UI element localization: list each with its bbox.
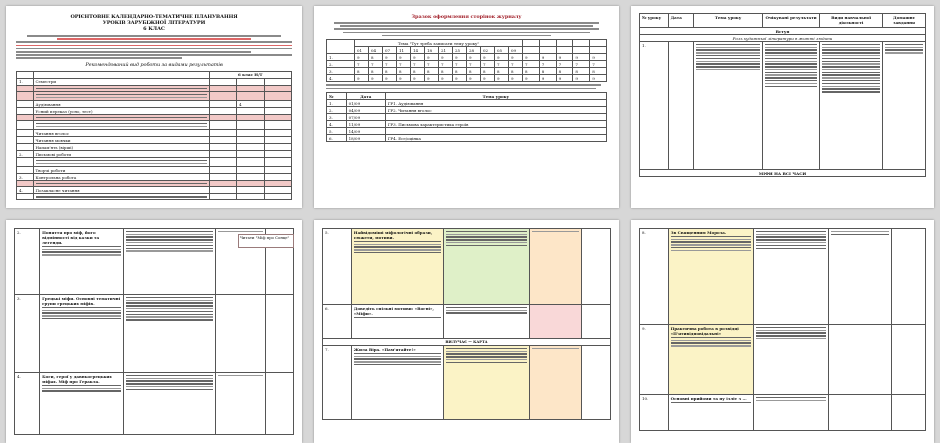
table-row: 9. Практична робота в розвідці «П'ятивідповідальні» [640,325,926,395]
document-page-1 [6,6,302,208]
plan-table [322,228,611,420]
table-row: 2. 04/09 ГР2. Читання вголос [327,107,607,114]
table-row: 1. 01/09 ГР1. Аудіювання [327,100,607,107]
section-title: Вступ [640,28,926,35]
note-text [326,84,607,89]
page-title-line-3: 6 КЛАС [143,26,165,32]
plan-table [14,228,294,435]
results-table [16,71,292,201]
table-row: Аудіювання 4 [17,101,292,108]
table-row: 2. Письмові роботи [17,151,292,158]
table-row: 10. Основні прийоми та пу ізліт з ... [640,395,926,431]
table-header: 6 клас Н/Т [209,71,292,78]
document-page-4 [6,220,302,443]
table-row: 3. 07/09 [327,114,607,121]
table-row: 6. Доведіть спільні мотиви: «Вогні», «Міфи». [323,305,611,339]
intro-text [326,22,607,36]
footer-section-title: МІФИ НА ВСІ ЧАСИ [640,170,926,177]
intro-text [16,35,292,59]
document-page-5 [314,220,619,443]
table-row: 6. 18/09 ГР4. Есе/оцінка [327,135,607,142]
table-row: Читання вголос [17,130,292,137]
table-row: 1. Семестри [17,78,292,85]
table-row: 8. Зв Священним Мороза. [640,229,926,325]
table-row [17,158,292,167]
table-row: 5. Найвідоміші міфологічні образи, сюжети, мотиви. [323,229,611,305]
table-row: 2. Поняття про міф, його відмінності від казки та легенди. [15,229,294,295]
table-row [17,194,292,200]
table-row: 3. Грецькі міфи. Основні тематичні групи грецьких міфів. [15,295,294,373]
table-row: Усний переказ (усно, тест) [17,108,292,115]
table-row: Читання мовчки [17,137,292,144]
table-row: 4. Позакласне читання [17,187,292,194]
table-row: 1. [640,42,926,170]
table-row: 5. 14/09 [327,128,607,135]
page-title: Зразок оформлення сторінок журналу [411,14,522,20]
page-title-line-2: УРОКІВ ЗАРУБІЖНОЇ ЛІТЕРАТУРИ [102,20,206,26]
table-row: 3. Контрольна робота [17,174,292,181]
plan-table: № уроку Дата Тема уроку Очікувані результати Види навчальної діяльності Домашнє завдання Вступ Роль художньої літератури в житті людини 1. МІФИ НА ВСІ ЧАСИ [639,13,926,177]
journal-table: Тема "Тут треба записати тему уроку" 01 04 07 11 14 18 21 25 28 02 05 09 1. 9 8 9 9 9 9 9 9 9 9 9 9 9 9 9 9 9 2. 7 7 7 7 7 7 7 7 7 7 7 7 7 7 7 7 7 3. 8 8 8 8 8 8 8 8 8 8 8 8 8 8 8 8 8 4. 9 9 9 9 9 9 9 9 9 9 9 9 9 9 9 9 9 [326,39,607,82]
subsection-title: Роль художньої літератури в житті людини [640,35,926,42]
page-title-line-1: ОРІЄНТОВНЕ КАЛЕНДАРНО-ТЕМАТИЧНЕ ПЛАНУВАННЯ [70,14,238,20]
margin-comment: Читати "Міф про Сонце" [238,234,294,248]
table-row: 4. Боги, герої у давньогрецьких міфах. Міф про Геракла. [15,373,294,435]
table-row: Творчі роботи [17,167,292,174]
table-row: Напам'ять (вірші) [17,144,292,151]
subtitle: Рекомендований вид роботи за видами результатів [85,61,223,68]
document-page-6 [631,220,934,443]
document-page-2 [314,6,619,208]
plan-table [639,228,926,431]
journal-topic-label: Тема "Тут треба записати тему уроку" [355,40,523,47]
table-row [17,92,292,101]
section-divider: ВИЛУЧАЄ — КАРТА [323,339,611,346]
lessons-table: № Дата Тема уроку 1. 01/09 ГР1. Аудіювання 2. 04/09 ГР2. Читання вголос 3. 07/09 4. 11/09 ГР3. Письмова характеристика героїв 5. 14/09 6. 18/09 ГР4. Есе/оцінка [326,92,607,142]
table-row [17,121,292,130]
table-row: 4. 11/09 ГР3. Письмова характеристика героїв [327,121,607,128]
document-page-3 [631,6,934,208]
table-row: 7. Жила Віра. «Пам'ятайте!» [323,346,611,420]
